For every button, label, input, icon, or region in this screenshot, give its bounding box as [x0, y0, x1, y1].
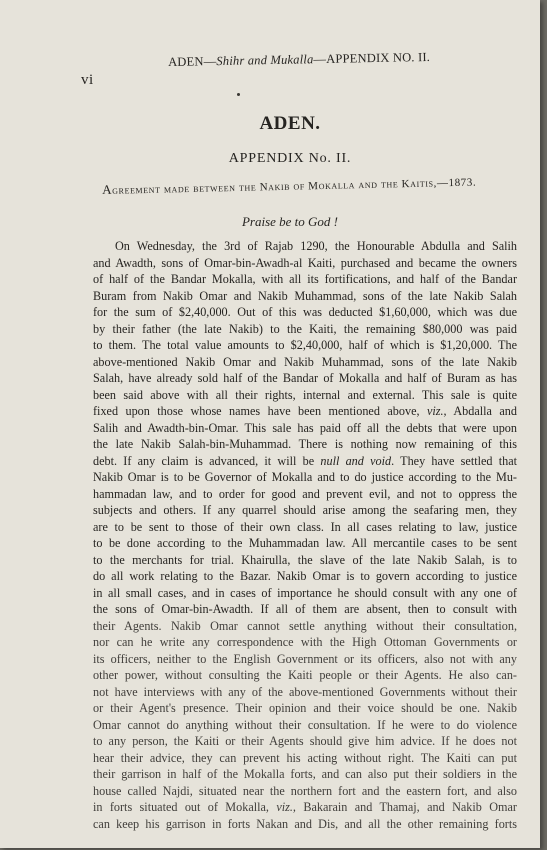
body-line: Buram from Nakib Omar and Nakib Muhammad, sons of the late Nakib Salah: [93, 288, 517, 303]
body-line: to any person, the Kaiti or their Agents should give him advice. If he does not: [93, 734, 517, 748]
body-line: nor can he write any correspondence with the High Ottoman Governments or: [93, 635, 517, 649]
running-head-suffix: —APPENDIX NO. II.: [313, 49, 431, 67]
italic-phrase: null and void: [320, 453, 392, 468]
body-line: and Awadth, sons of Omar-bin-Awadh-al Kaiti, purchased and became the owners: [93, 255, 517, 270]
body-line: been said above with all their rights, internal and external. This sale is quite: [93, 387, 517, 402]
invocation: Praise be to God !: [241, 214, 339, 229]
body-line: its officers, neither to the English Government or its officers, also not with any: [93, 651, 517, 666]
body-line: of half of the Bandar Mokalla, with all its fortifications, and half of the Bandar: [93, 272, 517, 286]
running-head: [168, 50, 430, 70]
body-line: are to be sent to those of their own class. In all cases relating to law, justice: [93, 519, 517, 534]
body-line: their Agents. Nakib Omar cannot settle anything without their consultation,: [93, 618, 517, 633]
page-title: ADEN.: [259, 113, 321, 134]
italic-phrase: viz.,: [426, 404, 447, 418]
agreement-heading: Agreement made between the Nakib of Mokalla and the Kaitis,—1873.: [102, 176, 477, 197]
body-line: to them. The total value amounts to $2,40,000, half of which is $1,20,000. The: [93, 338, 517, 352]
body-line: do all work relating to the Bazar. Nakib Omar is to govern according to justice: [93, 569, 517, 583]
body-line: Salah, have already sold half of the Bandar of Mokalla and half of Buram as has: [93, 371, 517, 385]
body-line: for the sum of $2,40,000. Out of this was deducted $1,60,000, which was due: [93, 305, 517, 319]
body-line: not have interviews with any of the above-mentioned Governments without their: [93, 684, 517, 699]
body-line: to be done according to the Muhammadan law. All mercantile cases to be sent: [93, 536, 517, 550]
body-text: [93, 238, 517, 832]
appendix-subtitle: APPENDIX No. II.: [228, 151, 352, 166]
body-line: the late Nakib Salah-bin-Muhammad. There is nothing now remaining of this: [93, 437, 517, 451]
body-line: Omar cannot do anything without their consultation. If he were to do violence: [93, 717, 517, 732]
body-line: house called Najdi, situated near the northern fort and the eastern fort, and also: [93, 783, 517, 798]
body-line: their garrison in half of the Mokalla forts, and can also put their soldiers in the: [93, 767, 517, 781]
body-line: can keep his garrison in forts Nakan and Dis, and all the other remaining forts: [93, 816, 517, 831]
italic-phrase: viz.,: [276, 800, 296, 814]
body-line: in forts situated out of Mokalla, viz., Bakarain and Thamaj, and Nakib Omar: [93, 800, 517, 814]
body-line: other power, without consulting the Kaiti people or their Agents. He also can-: [93, 668, 517, 682]
body-line: debt. If any claim is advanced, it will be null and void. They have settled that: [93, 453, 517, 468]
ink-dot: [237, 93, 240, 96]
body-line: Salih and Awadth-bin-Omar. This sale has paid off all the debts that were upon: [93, 420, 517, 435]
body-line: hammadan law, and to order for good and prevent evil, and not to oppress the: [93, 486, 517, 501]
body-line: On Wednesday, the 3rd of Rajab 1290, the Honourable Abdulla and Salih: [115, 239, 517, 253]
body-line: fixed upon those whose names have been mentioned above, viz., Abdalla and: [93, 404, 517, 418]
body-line: or their Agent's presence. Their opinion and their voice should be one. Nakib: [93, 701, 517, 715]
body-line: above-mentioned Nakib Omar and Nakib Muhammad, sons of the late Nakib: [93, 354, 517, 369]
body-line: subjects and others. If any quarrel should arise among the seafaring men, they: [93, 503, 517, 517]
body-line: in all small cases, and in cases of importance he should consult with any one of: [93, 585, 517, 600]
running-head-prefix: ADEN—: [168, 54, 217, 69]
page-number: vi: [81, 72, 94, 88]
running-head-italic: Shihr and Mukalla: [216, 52, 314, 69]
body-line: hear their advice, they can prevent his acting without right. The Kaiti can put: [93, 750, 517, 765]
body-line: Nakib Omar is to be Governor of Mokalla and to do justice according to the Mu-: [93, 470, 517, 484]
body-line: the sons of Omar-bin-Awadth. If all of them are absent, then to consult with: [93, 602, 517, 616]
body-line: to the merchants for trial. Khairulla, the slave of the late Nakib Salah, is to: [93, 552, 517, 567]
body-line: by their father (the late Nakib) to the Kaiti, the remaining $80,000 was paid: [93, 321, 517, 336]
